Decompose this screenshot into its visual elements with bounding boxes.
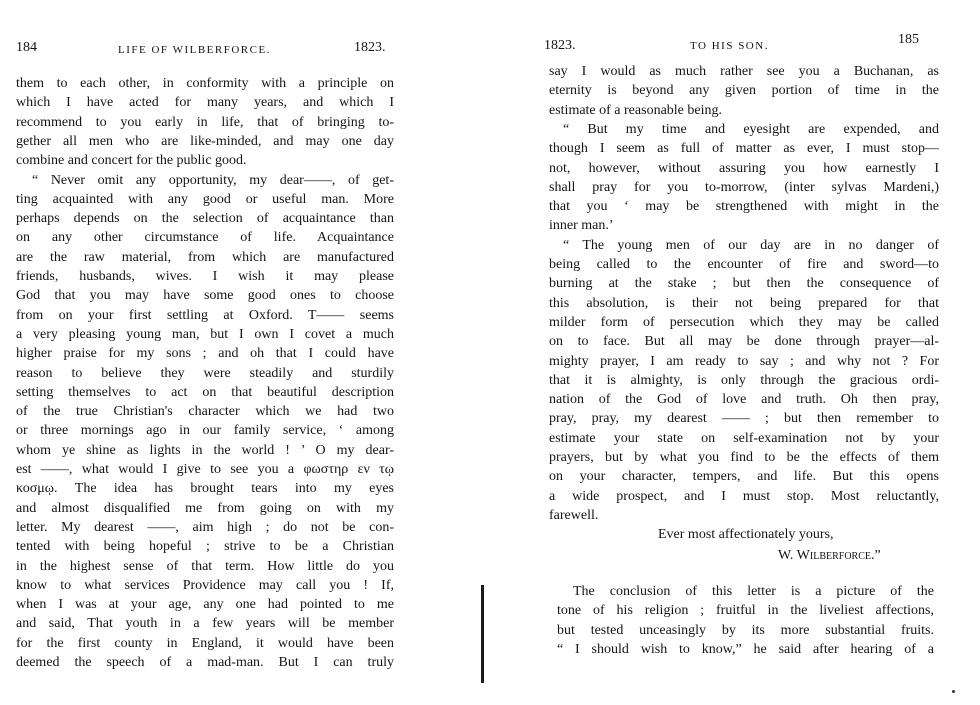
- left-running-title: LIFE OF WILBERFORCE.: [118, 44, 271, 56]
- text-line: when I was at your age, any one had pointed to me: [16, 597, 394, 613]
- text-line: combine and concert for the public good.: [16, 153, 247, 169]
- text-line: on to face. But all may be done through prayer—al-: [549, 334, 939, 350]
- text-line: “ The young men of our day are in no danger of: [563, 237, 939, 253]
- text-line: know to what services Providence may call you ! If,: [16, 577, 394, 593]
- text-line: are the raw material, from which are manufactured: [16, 249, 394, 265]
- text-line: letter. My dearest ——, aim high ; do not be con-: [16, 519, 394, 535]
- text-line: gether all men who are like-minded, and may one day: [16, 133, 394, 149]
- text-line: est ——, what would I give to see you a φωστηρ εν τῳ: [16, 462, 394, 477]
- text-line: in the highest sense of that term. How little do you: [16, 558, 394, 574]
- text-line: shall pray for you to-morrow, (inter sylvas Mardeni,): [549, 179, 939, 195]
- text-line: a very pleasing young man, but I own I covet a much: [16, 326, 394, 342]
- left-year: 1823.: [354, 40, 386, 55]
- text-line: on your character, tempers, and life. But this opens: [549, 469, 939, 485]
- text-line: and almost disqualified me from going on with my: [16, 500, 394, 516]
- text-line: a wide prospect, and I must stop. Most reluctantly,: [549, 488, 939, 504]
- scan-speck: [952, 690, 955, 693]
- text-line: ting acquainted with any good or useful man. More: [16, 191, 394, 207]
- text-line: deemed the speech of a mad-man. But I can truly: [16, 655, 394, 670]
- left-page: [0, 0, 410, 705]
- text-line: eternity is beyond any given portion of time in the: [549, 83, 939, 99]
- text-line: and said, That youth in a few years will be member: [16, 616, 394, 632]
- text-line: mighty prayer, I am ready to say ; and why not ? For: [549, 353, 939, 369]
- right-year: 1823.: [544, 38, 576, 53]
- text-line: recommend to you early in life, that of bringing to-: [16, 114, 394, 130]
- left-page-number: 184: [16, 40, 37, 55]
- text-line: perhaps depends on the selection of acquaintance than: [16, 211, 394, 227]
- text-line: nation of the God of love and truth. Oh then pray,: [549, 392, 939, 408]
- text-line: inner man.’: [549, 218, 614, 234]
- text-line: tented with being hopeful ; strive to be a Christian: [16, 539, 394, 555]
- text-line: being called to the encounter of fire and sword—to: [549, 257, 939, 272]
- text-line: whom ye shine as lights in the world ! ’ O my dear-: [16, 442, 394, 458]
- text-line: “ But my time and eyesight are expended, and: [563, 121, 939, 137]
- text-line: God that you may have some good ones to choose: [16, 288, 394, 304]
- right-page-number: 185: [898, 32, 919, 47]
- text-line: prayers, but by what you find to be the effects of them: [549, 450, 939, 465]
- text-line: this absolution, is their not being prepared for that: [549, 295, 939, 311]
- text-line: from on your first settling at Oxford. T—— seems: [16, 307, 394, 323]
- text-line: for the first county in England, it would have been: [16, 635, 394, 651]
- text-line: setting themselves to act on that beautiful description: [16, 384, 394, 400]
- text-line: but tested unceasingly by its more substantial fruits.: [557, 622, 934, 638]
- text-line: of the true Christian's character which we had two: [16, 404, 394, 420]
- text-line: that it is almighty, is only through the gracious ordi-: [549, 372, 939, 388]
- text-line: pray, pray, my dearest —— ; but then remember to: [549, 411, 939, 427]
- text-line: that you ‘ may be strengthened with might in the: [549, 199, 939, 215]
- right-page: [530, 0, 980, 705]
- text-line: tone of his religion ; fruitful in the liveliest affections,: [557, 603, 934, 619]
- text-line: higher praise for my sons ; and oh that I could have: [16, 346, 394, 362]
- text-line: farewell.: [549, 507, 599, 523]
- text-line: reason to believe they were steadily and sturdily: [16, 365, 394, 381]
- text-line: estimate of a reasonable being.: [549, 102, 722, 118]
- text-line: “ Never omit any opportunity, my dear——, of get-: [32, 172, 394, 188]
- text-line: on any other circumstance of life. Acquaintance: [16, 230, 394, 246]
- text-line: burning at the stake ; but then the consequence of: [549, 276, 939, 292]
- gutter-mark: [481, 585, 484, 683]
- text-line: estimate your state on self-examination not by your: [549, 430, 939, 446]
- text-line: The conclusion of this letter is a picture of the: [573, 584, 934, 599]
- letter-signoff: Ever most affectionately yours,: [658, 527, 834, 542]
- text-line: or three mornings ago in our family service, ‘ among: [16, 423, 394, 439]
- right-running-title: TO HIS SON.: [690, 40, 769, 52]
- text-line: “ I should wish to know,” he said after hearing of a: [557, 641, 934, 657]
- text-line: friends, husbands, wives. I wish it may please: [16, 269, 394, 284]
- text-line: which I have acted for many years, and which I: [16, 95, 394, 111]
- text-line: them to each other, in conformity with a principle on: [16, 76, 394, 91]
- text-line: say I would as much rather see you a Buchanan, as: [549, 64, 939, 79]
- text-line: though I seem as full of matter as ever, I must stop—: [549, 141, 939, 157]
- text-line: κοσμῳ. The idea has brought tears into my eyes: [16, 481, 394, 497]
- text-line: not, however, without assuring you how earnestly I: [549, 160, 939, 176]
- text-line: milder form of persecution which they may be called: [549, 314, 939, 330]
- letter-signature: W. Wilberforce.”: [778, 548, 881, 563]
